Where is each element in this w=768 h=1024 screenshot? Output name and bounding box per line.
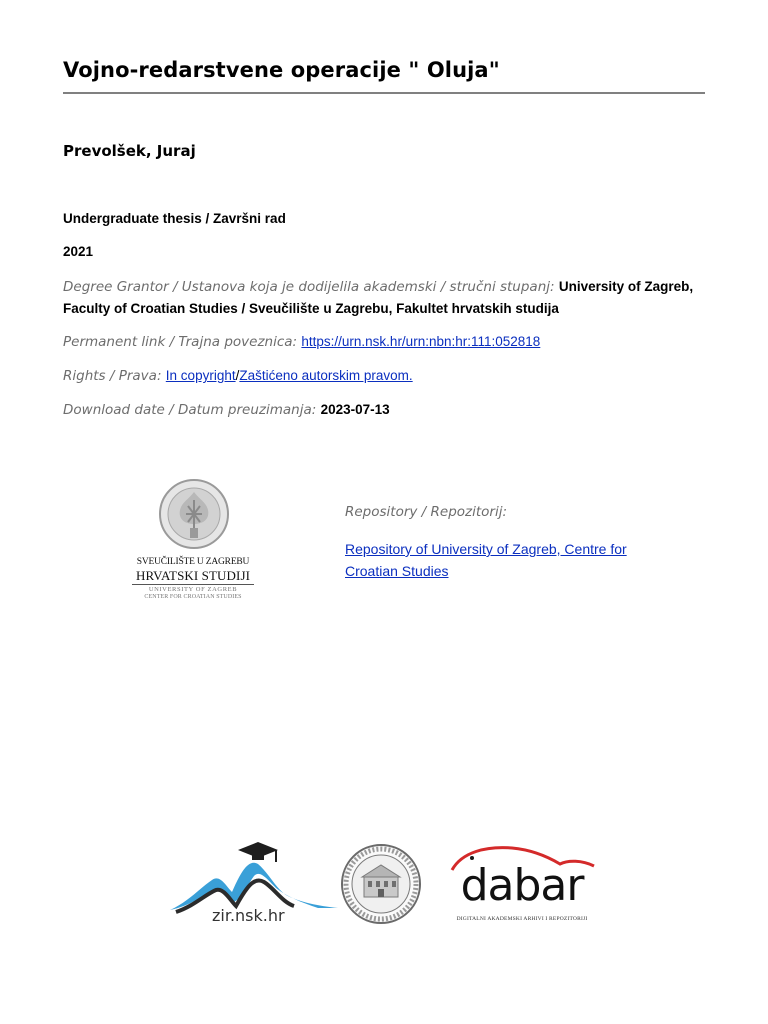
document-title: Vojno-redarstvene operacije " Oluja" (63, 58, 500, 82)
degree-grantor-value: University of Zagreb, Faculty of Croatian Studies / Sveučilište u Zagrebu, Fakultet hrvatskih studija (63, 279, 694, 316)
university-of-zagreb-seal-icon (340, 843, 422, 925)
zir-logo-text: zir.nsk.hr (212, 906, 285, 925)
download-date-row (63, 399, 703, 421)
rights-separator: / (235, 368, 240, 383)
institution-logo (128, 478, 258, 604)
zir-mountain-icon (168, 836, 340, 916)
degree-grantor-row (63, 276, 703, 320)
rights-row (63, 365, 703, 387)
thesis-type: Undergraduate thesis / Završni rad (63, 211, 286, 226)
author-name: Prevolšek, Juraj (63, 142, 196, 160)
repository-link-wrap (345, 539, 665, 583)
dabar-logo (442, 842, 602, 928)
institution-name-line1: SVEUČILIŠTE U ZAGREBU (136, 557, 250, 567)
thesis-year: 2021 (63, 244, 94, 259)
zir-logo (168, 836, 340, 932)
rights-link-croatian[interactable]: Zaštićeno autorskim pravom. (239, 368, 413, 383)
rights-label: Rights / Prava: (63, 368, 162, 384)
download-date-label: Download date / Datum preuzimanja: (63, 402, 317, 418)
permanent-link[interactable]: https://urn.nsk.hr/urn:nbn:hr:111:052818 (301, 334, 541, 349)
download-date-value: 2023-07-13 (320, 402, 390, 417)
institution-name-line3: UNIVERSITY OF ZAGREB (148, 586, 238, 593)
repository-label: Repository / Repozitorij: (345, 504, 508, 520)
permanent-link-row (63, 331, 703, 353)
degree-grantor-label: Degree Grantor / Ustanova koja je dodijelila akademski / stručni stupanj: (63, 279, 555, 295)
dabar-logo-subtitle: DIGITALNI AKADEMSKI ARHIVI I REPOZITORIJI (456, 916, 588, 922)
institution-name-line4: CENTER FOR CROATIAN STUDIES (144, 594, 242, 600)
permanent-link-label: Permanent link / Trajna poveznica: (63, 334, 298, 350)
title-divider (63, 92, 705, 94)
repository-link[interactable]: Repository of University of Zagreb, Centre for Croatian Studies (345, 541, 627, 579)
institution-seal-icon (158, 478, 230, 550)
dabar-logo-text: dabar (460, 860, 584, 911)
institution-name-line2: HRVATSKI STUDIJI (135, 568, 251, 583)
rights-link-in-copyright[interactable]: In copyright (165, 368, 236, 383)
institution-divider (132, 584, 254, 585)
